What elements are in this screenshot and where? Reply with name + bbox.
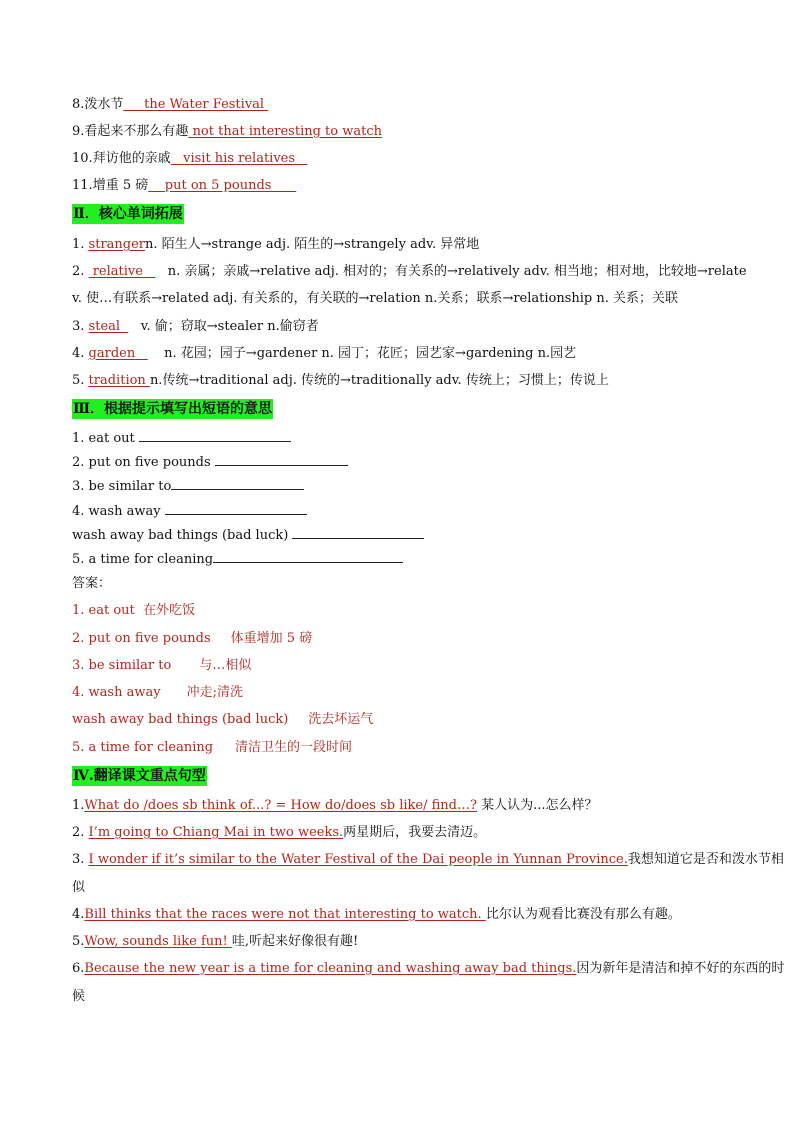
word-item-2-cont: v. 使…有联系→related adj. 有关系的，有关联的→relation n.关系；联系→relationship n. 关系；关联: [72, 291, 679, 306]
sentence-1: 1.What do /does sb think of...? = How do/does sb like/ find…? 某人认为...怎么样？: [72, 798, 598, 813]
chinese-prompt: 看起来不那么有趣: [84, 124, 189, 139]
phrase-item-10: [72, 150, 307, 168]
answer-3: 3. be similar to 与…相似: [72, 658, 252, 673]
answer-text: visit his relatives: [183, 151, 296, 166]
answer-2: 2. put on five pounds 体重增加 5 磅: [72, 631, 313, 646]
question-3: 3. be similar to: [72, 477, 304, 496]
item-number: 8.: [72, 97, 85, 112]
answer-sentence: Wow, sounds like fun!: [84, 934, 232, 949]
sentence-3-cont: 似: [72, 880, 86, 895]
section-heading-4: Ⅳ.翻译课文重点句型: [73, 768, 206, 784]
question-4b: wash away bad things (bad luck): [72, 526, 424, 545]
item-number: 9.: [72, 124, 85, 139]
answer-label: 答案：: [72, 576, 112, 591]
word-item-2: 2. relative n. 亲属；亲戚→relative adj. 相对的；有关系的→relatively adv. 相当地；相对地，比较地→relate: [72, 264, 747, 279]
chinese-prompt: 增重 5 磅: [92, 178, 149, 193]
answer-word: garden: [88, 346, 136, 361]
word-item-3: 3. steal v. 偷；窃取→stealer n.偷窃者: [72, 319, 319, 334]
sentence-5: 5.Wow, sounds like fun! 哇,听起来好像很有趣!: [72, 934, 359, 949]
sentence-2: 2. I’m going to Chiang Mai in two weeks.两星期后，我要去清迈。: [72, 825, 487, 840]
answer-sentence: Bill thinks that the races were not that interesting to watch.: [84, 907, 486, 922]
answer-4b: wash away bad things (bad luck) 洗去坏运气: [72, 712, 374, 727]
phrase-item-11: [72, 177, 296, 195]
sentence-3: 3. I wonder if it’s similar to the Water Festival of the Dai people in Yunnan Province.我想知道它是否和泼水节相: [72, 852, 784, 867]
question-5: 5. a time for cleaning: [72, 550, 403, 569]
answer-5: 5. a time for cleaning 清洁卫生的一段时间: [72, 740, 353, 755]
answer-text: put on 5 pounds: [164, 178, 272, 193]
sentence-6-cont: 候: [72, 989, 86, 1004]
word-item-4: 4. garden n. 花园；园子→gardener n. 园丁；花匠；园艺家→gardening n.园艺: [72, 346, 577, 361]
answer-sentence: What do /does sb think of...? = How do/does sb like/ find…?: [84, 798, 477, 813]
answer-text: not that interesting to watch: [192, 124, 382, 139]
question-1: 1. eat out: [72, 429, 291, 448]
answer-word: tradition: [88, 373, 146, 388]
phrase-item-9: [72, 123, 382, 141]
word-item-5: 5. tradition n.传统→traditional adj. 传统的→traditionally adv. 传统上；习惯上；传说上: [72, 373, 609, 388]
question-4: 4. wash away: [72, 502, 307, 521]
answer-word: relative: [92, 264, 143, 279]
answer-1: 1. eat out 在外吃饭: [72, 603, 196, 618]
phrase-item-8: [72, 96, 268, 114]
answer-word: stranger: [88, 237, 146, 252]
answer-4: 4. wash away 冲走;清洗: [72, 685, 243, 700]
word-item-1: 1. strangern. 陌生人→strange adj. 陌生的→strangely adv. 异常地: [72, 237, 480, 252]
item-number: 11.: [72, 178, 93, 193]
answer-sentence: I’m going to Chiang Mai in two weeks.: [88, 825, 344, 840]
answer-word: steal: [88, 319, 121, 334]
chinese-prompt: 泼水节: [84, 97, 124, 112]
answer-sentence: I wonder if it’s similar to the Water Festival of the Dai people in Yunnan Province.: [88, 852, 628, 867]
item-number: 10.: [72, 151, 93, 166]
answer-text: the Water Festival: [144, 97, 265, 112]
chinese-prompt: 拜访他的亲戚: [92, 151, 171, 166]
answer-sentence: Because the new year is a time for cleaning and washing away bad things.: [84, 961, 577, 976]
sentence-4: 4.Bill thinks that the races were not that interesting to watch. 比尔认为观看比赛没有那么有趣。: [72, 907, 681, 922]
sentence-6: 6.Because the new year is a time for cleaning and washing away bad things.因为新年是清洁和掉不好的东西的时: [72, 961, 785, 976]
section-heading-2: Ⅱ．核心单词拓展: [73, 206, 183, 222]
question-2: 2. put on five pounds: [72, 453, 348, 472]
section-heading-3: Ⅲ．根据提示填写出短语的意思: [73, 401, 273, 417]
